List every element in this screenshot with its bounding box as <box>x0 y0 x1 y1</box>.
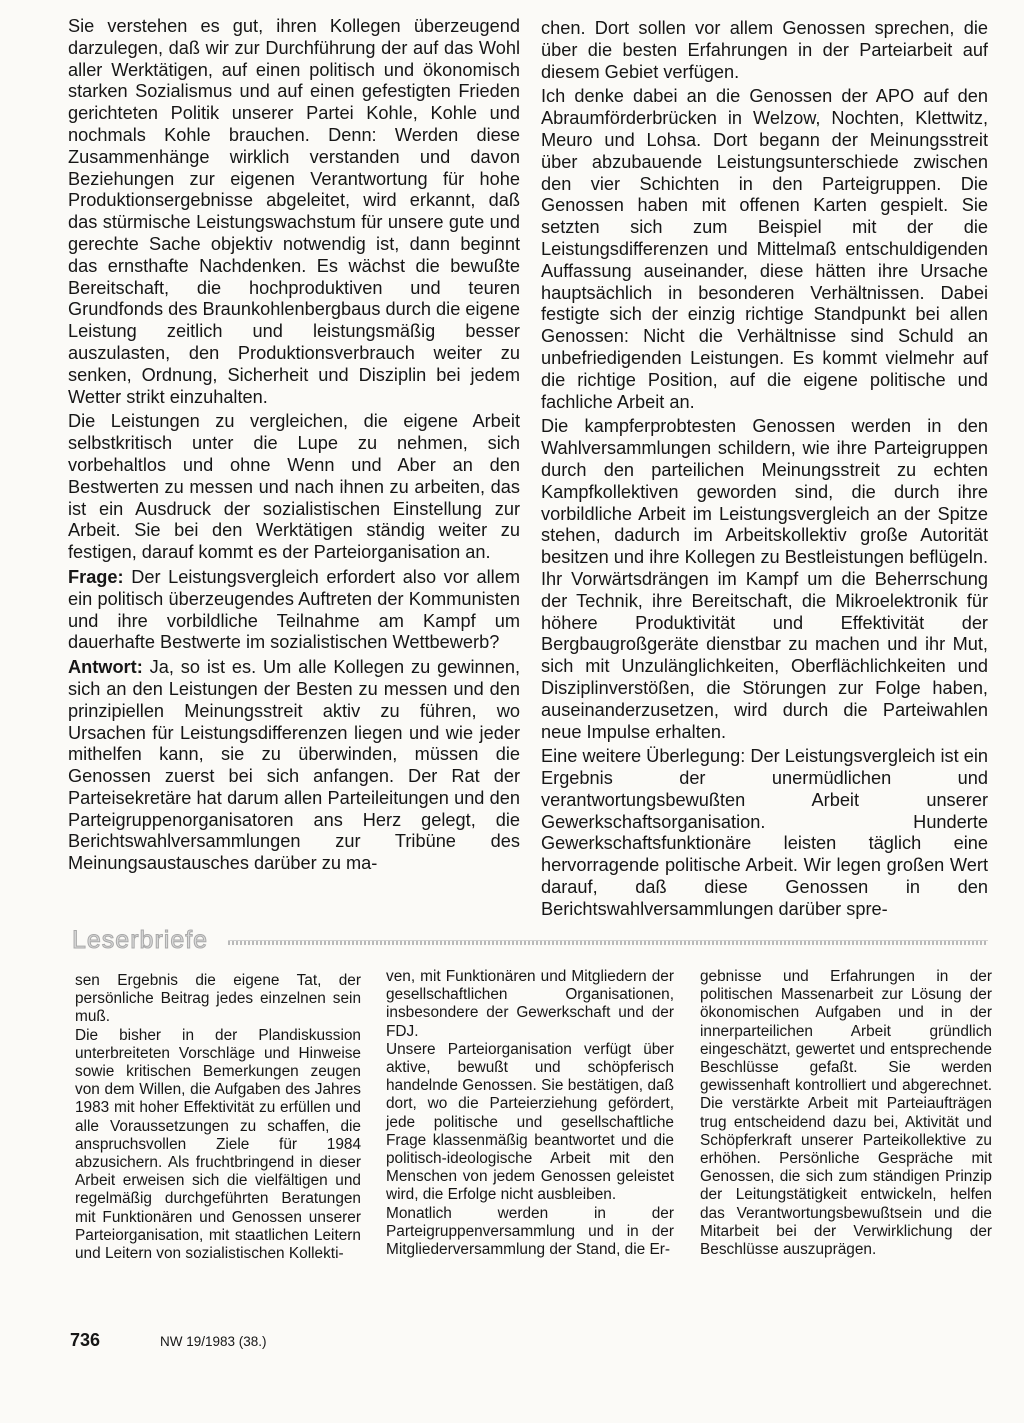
letters-column-1 <box>75 972 361 1263</box>
section-rule <box>228 940 988 945</box>
paragraph: Monatlich werden in der Parteigruppenversammlung und in der Mitgliederversammlung der Stand, die Er- <box>386 1204 674 1259</box>
issue-reference: NW 19/1983 (38.) <box>160 1334 267 1349</box>
paragraph: gebnisse und Erfahrungen in der politischen Massenarbeit zur Lösung der ökonomischen Aufgaben und in der innerparteilichen Arbeit gründlich eingeschätzt, gewertet und entsprechende Beschlüsse gefaßt. Sie werden gewissenhaft kontrolliert und abgerechnet. Die verstärkte Arbeit mit Parteiaufträgen trug entscheidend dazu bei, Aktivität und Schöpferkraft unserer Parteikollektive zu erhöhen. Persönliche Gespräche mit Genossen, die sich zum ständigen Prinzip der Leitungstätigkeit entwickeln, helfen das Verantwortungsbewußtsein und die Mitarbeit bei der Verwirklichung der Beschlüsse auszuprägen. <box>700 968 992 1259</box>
paragraph: Die bisher in der Plandiskussion unterbreiteten Vorschläge und Hinweise sowie kritischen Bemerkungen zeugen von dem Willen, die Aufgaben des Jahres 1983 mit hoher Effektivität zu erfüllen und alle Voraussetzungen zu schaffen, die anspruchsvollen Ziele für 1984 abzusichern. Als fruchtbringend in dieser Arbeit erweisen sich die vielfältigen und regelmäßig durchgeführten Beratungen mit Funktionären und Genossen unserer Parteiorganisation, mit staatlichen Leitern und Leitern von sozialistischen Kollekti- <box>75 1026 361 1263</box>
answer-label: Antwort: <box>68 657 143 678</box>
paragraph: ven, mit Funktionären und Mitgliedern der gesellschaftlichen Organisationen, insbesondere der Gewerkschaft und der FDJ. <box>386 968 674 1040</box>
answer-text: Ja, so ist es. Um alle Kollegen zu gewinnen, sich an den Leistungen der Besten zu messen und den prinzipiellen Meinungsstreit aktiv zu führen, wo Ursachen für Leistungsdifferenzen liegen und wie jeder mithelfen kann, sie zu überwinden, müssen die Genossen zuerst bei sich anfangen. Der Rat der Parteisekretäre hat darum allen Parteileitungen und den Parteigruppenorganisatoren ans Herz gelegt, die Berichtswahlversammlungen zur Tribüne des Meinungsaustausches darüber zu ma- <box>68 657 520 874</box>
paragraph: Eine weitere Überlegung: Der Leistungsvergleich ist ein Ergebnis der unermüdlichen und verantwortungsbewußten Arbeit unserer Gewerkschaftsorganisation. Hunderte Gewerkschaftsfunktionäre leisten täglich eine hervorragende politische Arbeit. Wir legen großen Wert darauf, daß diese Genossen in den Berichtswahlversammlungen darüber spre- <box>541 746 988 919</box>
letters-column-2 <box>386 968 674 1259</box>
question-text: Der Leistungsvergleich erfordert also vor allem ein politisch überzeugendes Auftreten der Kommunisten und ihre vorbildliche Teilnahme am Kampf um dauerhafte Bestwerte im sozialistischen Wettbewerb? <box>68 566 520 653</box>
answer-paragraph <box>68 657 520 875</box>
section-heading: Leserbriefe <box>72 926 209 954</box>
question-label: Frage: <box>68 566 124 587</box>
question-paragraph <box>68 567 520 654</box>
paragraph: chen. Dort sollen vor allem Genossen sprechen, die über die besten Erfahrungen in der Parteiarbeit auf diesem Gebiet verfügen. <box>541 18 988 82</box>
paragraph: Sie verstehen es gut, ihren Kollegen überzeugend darzulegen, daß wir zur Durchführung der auf das Wohl aller Werktätigen, auf einen politisch und ökonomisch starken Sozialismus und auf einen gefestigten Frieden gerichteten Politik unserer Partei Kohle, Kohle und nochmals Kohle brauchen. Denn: Werden diese Zusammenhänge wirklich verstanden und davon Beziehungen zur eigenen Verantwortung für hohe Produktionsergebnisse abgeleitet, wird erkannt, daß das stürmische Leistungswachstum für unsere gute und gerechte Sache objektiv notwendig ist, dann beginnt das ernsthafte Nachdenken. Es wächst die bewußte Bereitschaft, die hochproduktiven und teuren Grundfonds des Braunkohlenbergbaus durch die eigene Leistung zeitlich und leistungsmäßig besser auszulasten, den Produktionsverbrauch weiter zu senken, Ordnung, Sicherheit und Disziplin bei jedem Wetter strikt einzuhalten. <box>68 16 520 407</box>
paragraph: Die Leistungen zu vergleichen, die eigene Arbeit selbstkritisch unter die Lupe zu nehmen, sich vorbehaltlos und ohne Wenn und Aber an den Bestwerten zu messen und nach ihnen zu arbeiten, das ist ein Ausdruck der sozialistischen Einstellung zur Arbeit. Sie bei den Werktätigen ständig weiter zu festigen, darauf kommt es der Parteiorganisation an. <box>68 411 520 563</box>
paragraph: Ich denke dabei an die Genossen der APO auf den Abraumförderbrücken in Welzow, Nochten, Klettwitz, Meuro und Lohsa. Dort begann der Meinungsstreit über abzubauende Leistungsunterschiede zwischen den vier Schichten in den Parteigruppen. Die Genossen haben mit offenen Karten gespielt. Sie setzten sich zum Beispiel mit der die Leistungsdifferenzen und Mittelmaß entschuldigenden Auffassung auseinander, diese hätten ihre Ursache hauptsächlich in besonderen Verhältnissen. Dabei festigte sich der einzig richtige Standpunkt bei allen Genossen: Nicht die Verhältnisse sind Schuld an unbefriedigenden Leistungen. Es kommt vielmehr auf die richtige Position, auf die eigene politische und fachliche Arbeit an. <box>541 86 988 412</box>
article-column-right <box>541 18 988 921</box>
paragraph: Unsere Parteiorganisation verfügt über aktive, bewußt und schöpferisch handelnde Genossen. Sie bestätigen, daß dort, wo die Parteierziehung gefördert, jede politische und gesellschaftliche Frage klassenmäßig beantwortet und die politisch-ideologische Arbeit mit den Menschen von jedem Genossen geleistet wird, die Erfolge nicht ausbleiben. <box>386 1040 674 1204</box>
article-column-left <box>68 16 520 875</box>
letters-column-3 <box>700 968 992 1259</box>
paragraph: Die kampferprobtesten Genossen werden in den Wahlversammlungen schildern, wie ihre Parteigruppen durch den parteilichen Meinungsstreit zu echten Kampfkollektiven geworden sind, die durch ihre vorbildliche Arbeit im Leistungsvergleich an der Spitze stehen, dadurch im Arbeitskollektiv große Autorität besitzen und ihre Kollegen zu Bestleistungen beflügeln. Ihr Vorwärtsdrängen im Kampf um die Beherrschung der Technik, ihre Bereitschaft, die Mikroelektronik für höhere Produktivität und Effektivität der Bergbaugroßgeräte dienstbar zu machen und ihr Mut, sich mit Unzulänglichkeiten, Oberflächlichkeiten und Disziplinverstößen, die Störungen zur Folge haben, auseinanderzusetzen, wird durch die Parteiwahlen neue Impulse erhalten. <box>541 416 988 742</box>
paragraph: sen Ergebnis die eigene Tat, der persönliche Beitrag jedes einzelnen sein muß. <box>75 972 361 1026</box>
page-number: 736 <box>70 1330 101 1350</box>
